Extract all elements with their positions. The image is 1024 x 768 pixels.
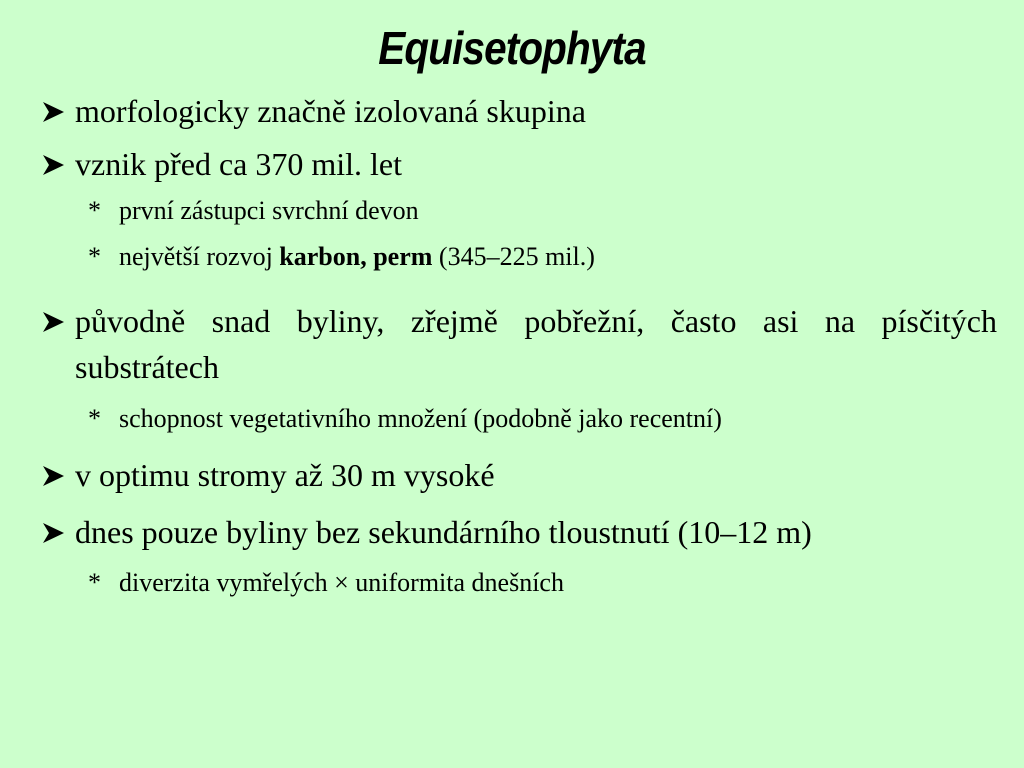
sub-bullet-item xyxy=(88,401,988,437)
sub-bullet-text: diverzita vymřelých × uniformita dnešních xyxy=(119,568,564,597)
sub-bullet-item xyxy=(88,565,988,601)
asterisk-marker: * xyxy=(88,568,101,597)
sub-bullet-text: první zástupci svrchní devon xyxy=(119,196,419,225)
asterisk-marker: * xyxy=(88,242,101,271)
bullet-text: morfologicky značně izolovaná skupina xyxy=(75,93,586,129)
bullet-text: dnes pouze byliny bez sekundárního tloustnutí (10–12 m) xyxy=(75,514,812,550)
asterisk-marker: * xyxy=(88,196,101,225)
bullet-text: v optimu stromy až 30 m vysoké xyxy=(75,457,495,493)
right-arrowhead-icon xyxy=(40,311,67,333)
sub-bullet-text-part: (345–225 mil.) xyxy=(432,242,595,271)
sub-bullet-text: schopnost vegetativního množení (podobně jako recentní) xyxy=(119,404,722,433)
bullet-text: původně snad byliny, zřejmě pobřežní, často asi na písčitých substrátech xyxy=(75,303,997,385)
right-arrowhead-icon xyxy=(40,154,67,176)
right-arrowhead-icon xyxy=(40,465,67,487)
asterisk-marker: * xyxy=(88,404,101,433)
bullet-item xyxy=(40,88,997,134)
slide-title: Equisetophyta xyxy=(378,22,646,74)
bullet-item xyxy=(40,298,997,390)
bullet-item xyxy=(40,452,997,498)
right-arrowhead-icon xyxy=(40,522,67,544)
bullet-text: vznik před ca 370 mil. let xyxy=(75,146,403,182)
bullet-item xyxy=(40,141,997,187)
sub-bullet-text-part: největší rozvoj xyxy=(119,242,280,271)
bullet-item xyxy=(40,509,997,555)
right-arrowhead-icon xyxy=(40,101,67,123)
sub-bullet-item xyxy=(88,239,988,275)
sub-bullet-item xyxy=(88,193,988,229)
sub-bullet-bold-text: karbon, perm xyxy=(279,242,433,271)
sub-bullet-text xyxy=(119,239,988,275)
